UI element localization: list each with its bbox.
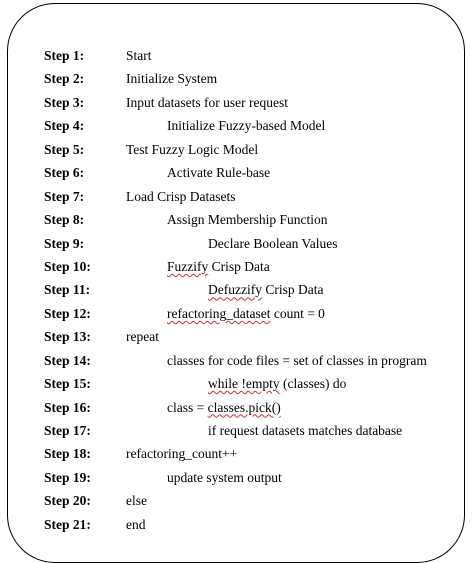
step-text: refactoring_count++ [126, 446, 238, 462]
step-row-7 [0, 185, 474, 208]
step-text: Load Crisp Datasets [126, 188, 236, 204]
step-row-14 [0, 349, 474, 372]
step-row-11 [0, 278, 474, 301]
step-label: Step 9: [44, 235, 85, 251]
step-text: Start [126, 48, 152, 63]
step-text: repeat [126, 329, 159, 345]
step-row-16 [0, 396, 474, 419]
step-text: Defuzzify Crisp Data [208, 282, 324, 298]
step-row-2 [0, 67, 474, 90]
step-row-9 [0, 232, 474, 255]
step-label: Step 19: [44, 469, 91, 485]
step-label: Step 2: [44, 71, 85, 87]
step-row-13 [0, 325, 474, 348]
step-label: Step 4: [44, 118, 85, 134]
step-label: Step 14: [44, 352, 91, 368]
step-text: class = classes.pick() [167, 399, 281, 415]
step-row-19 [0, 466, 474, 489]
step-text: Input datasets for user request [126, 94, 288, 110]
step-row-3 [0, 91, 474, 114]
step-text: Test Fuzzy Logic Model [126, 141, 259, 157]
step-row-8 [0, 208, 474, 231]
step-label: Step 7: [44, 188, 85, 204]
step-label: Step 13: [44, 329, 91, 345]
step-text: classes for code files = set of classes in program [167, 352, 427, 368]
step-row-6 [0, 161, 474, 184]
step-row-4 [0, 114, 474, 137]
step-row-12 [0, 302, 474, 325]
algorithm-steps [0, 44, 474, 536]
step-row-17 [0, 419, 474, 442]
step-row-20 [0, 489, 474, 512]
step-text: Assign Membership Function [167, 212, 328, 228]
step-text: if request datasets matches database [208, 423, 403, 438]
step-label: Step 20: [44, 493, 91, 509]
step-row-18 [0, 442, 474, 465]
step-text: while !empty (classes) do [208, 376, 347, 392]
step-text: Declare Boolean Values [208, 235, 338, 251]
step-row-1 [0, 44, 474, 67]
step-row-5 [0, 138, 474, 161]
step-text: end [126, 516, 146, 532]
step-label: Step 12: [44, 305, 91, 321]
step-label: Step 10: [44, 258, 91, 274]
step-text: update system output [167, 469, 282, 485]
step-label: Step 5: [44, 141, 85, 157]
step-label: Step 18: [44, 446, 91, 462]
step-label: Step 21: [44, 516, 91, 532]
step-label: Step 6: [44, 165, 85, 181]
step-text: Activate Rule-base [167, 165, 271, 181]
step-text: refactoring_dataset count = 0 [167, 305, 325, 321]
step-text: Initialize Fuzzy-based Model [167, 118, 326, 134]
step-text: Initialize System [126, 71, 218, 87]
step-label: Step 15: [44, 376, 91, 392]
step-label: Step 16: [44, 399, 91, 415]
step-text: Fuzzify Crisp Data [167, 258, 270, 274]
step-label: Step 11: [44, 282, 91, 298]
step-row-10 [0, 255, 474, 278]
step-label: Step 3: [44, 94, 85, 110]
step-row-15 [0, 372, 474, 395]
step-row-21 [0, 513, 474, 536]
step-text: else [126, 493, 147, 509]
step-label: Step 1: [44, 48, 85, 63]
step-label: Step 17: [44, 423, 91, 438]
step-label: Step 8: [44, 212, 85, 228]
